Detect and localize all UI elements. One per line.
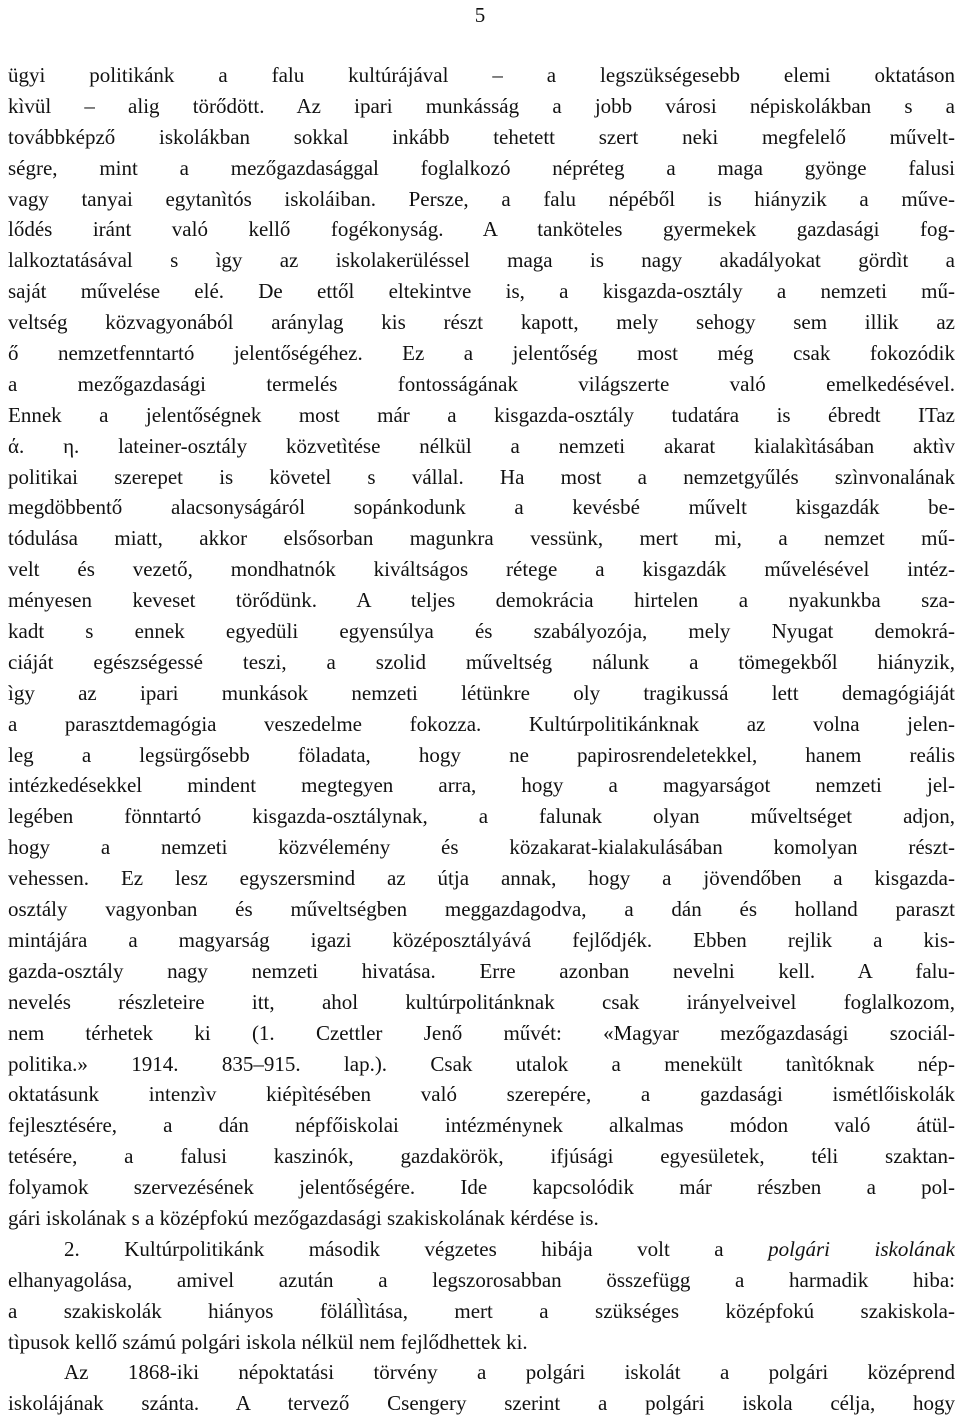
- body-text: [8, 60, 955, 1419]
- text-line: nevelés részleteire itt, ahol kultúrpolitánknak csak irányelveivel foglalkozom,: [8, 989, 955, 1014]
- text-line: ményesen keveset törődünk. A teljes demokrácia hirtelen a nyakunkba sza-: [8, 588, 955, 613]
- text-line: tìpusok kellő számú polgári iskola nélkül nem fejlődhettek ki.: [8, 1329, 528, 1354]
- text-line: fejlesztésére, a dán népfőiskolai intézménynek alkalmas módon való átül-: [8, 1113, 955, 1138]
- text-line: leg a legsürgősebb föladata, hogy ne papirosrendeletekkel, hanem reális: [8, 742, 955, 767]
- text-line: oktatásunk intenzìv kiépìtésében való szerepére, a gazdasági ismétlőiskolák: [8, 1082, 955, 1107]
- text-line: ìgy az ipari munkások nemzeti létünkre oly tragikussá lett demagógiáját: [8, 680, 955, 705]
- text-line: elhanyagolása, amivel azután a legszorosabban összefügg a harmadik hiba:: [8, 1267, 955, 1292]
- text-line: nem térhetek ki (1. Czettler Jenő művét: «Magyar mezőgazdasági szociál-: [8, 1020, 955, 1045]
- paragraph-2-first-line: [8, 1234, 955, 1265]
- text-line: osztály vagyonban és műveltségben meggazdagodva, a dán és holland paraszt: [8, 897, 955, 922]
- text-line: ügyi politikánk a falu kultúrájával – a legszükségesebb elemi oktatáson: [8, 63, 955, 87]
- text-line: legében fönntartó kisgazda-osztálynak, a falunak olyan műveltséget adjon,: [8, 804, 955, 829]
- text-line: a mezőgazdasági termelés fontosságának világszerte való emelkedésével.: [8, 371, 955, 396]
- text-line: a parasztdemagógia veszedelme fokozza. Kultúrpolitikánknak az volna jelen-: [8, 711, 955, 736]
- text-line: továbbképző iskolákban sokkal inkább tehetett szert neki megfelelő művelt-: [8, 124, 955, 149]
- text-line: hogy a nemzeti közvélemény és közakarat-kialakulásában komolyan részt-: [8, 835, 955, 860]
- paragraph-3-first-line: Az 1868-iki népoktatási törvény a polgári iskolát a polgári középrend: [64, 1360, 955, 1385]
- text-line: folyamok szervezésének jelentőségére. Ide kapcsolódik már részben a pol-: [8, 1175, 955, 1200]
- text-line: Ennek a jelentőségnek most már a kisgazda-osztály tudatára is ébredt ITaz: [8, 402, 955, 427]
- text-line: veltség közvagyonából aránylag kis részt kapott, mely sehogy sem illik az: [8, 310, 955, 335]
- paragraph-2-text: 2. Kultúrpolitikánk második végzetes hibája volt a: [64, 1236, 769, 1261]
- text-line: ő nemzetfenntartó jelentőségéhez. Ez a jelentőség most még csak fokozódik: [8, 341, 955, 366]
- text-line: politikai szerepet is követel s vállal. Ha most a nemzetgyűlés szìnvonalának: [8, 464, 955, 489]
- text-line: vehessen. Ez lesz egyszersmind az útja annak, hogy a jövendőben a kisgazda-: [8, 866, 955, 891]
- text-line: tódulása miatt, akkor elsősorban magunkra vessünk, mert mi, a nemzet mű-: [8, 526, 955, 551]
- text-line: intézkedésekkel mindent megtegyen arra, hogy a magyarságot nemzeti jel-: [8, 773, 955, 798]
- text-line: lalkoztatásával s ìgy az iskolakerüléssel maga is nagy akadályokat gördìt a: [8, 248, 955, 273]
- text-line: kìvül – alig törődött. Az ipari munkásság a jobb városi népiskolákban s a: [8, 93, 955, 118]
- text-line: ségre, mint a mezőgazdasággal foglalkozó népréteg a maga gyönge falusi: [8, 155, 955, 180]
- page-number: 5: [474, 3, 486, 27]
- text-line: gazda-osztály nagy nemzeti hivatása. Erre azonban nevelni kell. A falu-: [8, 958, 955, 983]
- text-line: ciáját egészségessé teszi, a szolid műveltség nálunk a tömegekből hiányzik,: [8, 649, 955, 674]
- text-line: a szakiskolák hiányos föláll̀ìtása, mert a szükséges középfokú szakiskola-: [8, 1298, 955, 1323]
- text-line: politika.» 1914. 835–915. lap.). Csak utalok a menekült tanìtóknak nép-: [8, 1051, 955, 1076]
- text-line: vagy tanyai egytanìtós iskoláiban. Persze, a falu népéből is hiányzik a műve-: [8, 186, 955, 211]
- text-line: ά. η. lateiner-osztály közvetìtése nélkül a nemzeti akarat kialakìtásában aktìv: [8, 433, 955, 458]
- text-line: tetésére, a falusi kaszinók, gazdakörök, ifjúsági egyesületek, téli szaktan-: [8, 1144, 955, 1169]
- text-line: velt és vezető, mondhatnók kiváltságos rétege a kisgazdák művelésével intéz-: [8, 557, 955, 582]
- text-line: iskolájának szánta. A tervező Csengery szerint a polgári iskola célja, hogy: [8, 1391, 955, 1416]
- text-line: gári iskolának s a középfokú mezőgazdasági szakiskolának kérdése is.: [8, 1205, 599, 1230]
- italic-phrase: polgári iskolának: [768, 1236, 955, 1261]
- text-line: kadt s ennek egyedüli egyensúlya és szabályozója, mely Nyugat demokrá-: [8, 619, 955, 644]
- text-line: saját művelése elé. De ettől eltekintve is, a kisgazda-osztály a nemzeti mű-: [8, 279, 955, 304]
- text-line: megdöbbentő alacsonyságáról sopánkodunk a kevésbé művelt kisgazdák be-: [8, 495, 955, 520]
- text-line: lődés iránt való kellő fogékonyság. A tanköteles gyermekek gazdasági fog-: [8, 217, 955, 242]
- text-line: mintájára a magyarság igazi középosztályává fejlődjék. Ebben rejlik a kis-: [8, 927, 955, 952]
